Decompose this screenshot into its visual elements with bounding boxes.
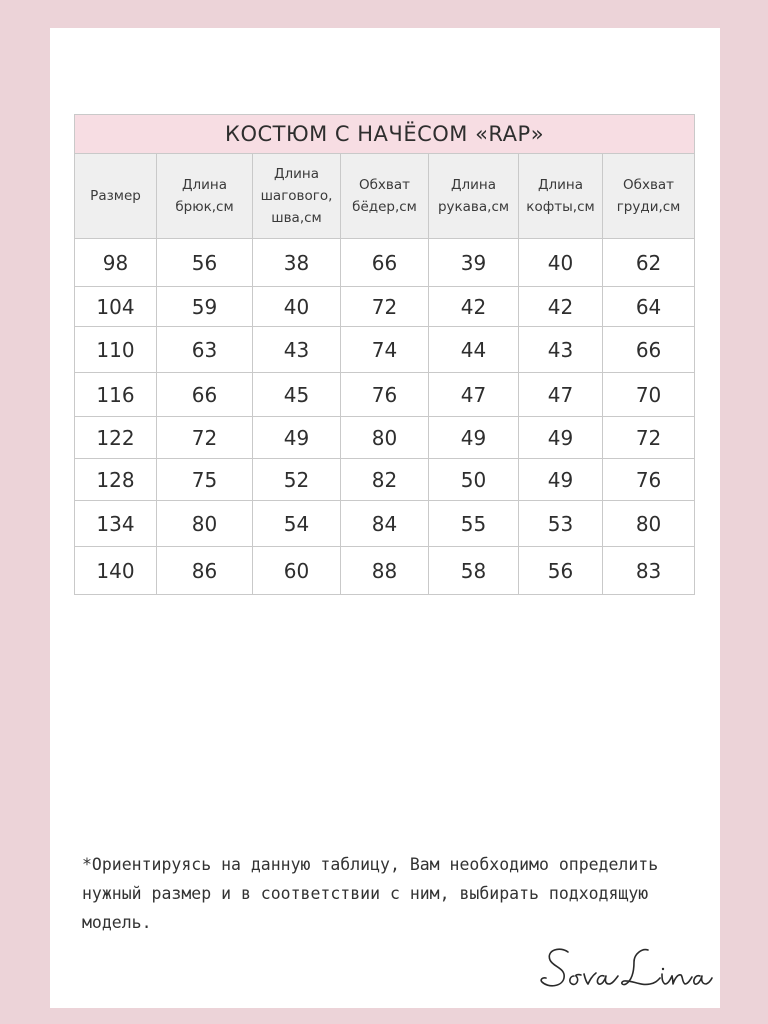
size-cell: 122 [75, 417, 157, 459]
table-cell: 59 [157, 287, 253, 327]
size-cell: 98 [75, 239, 157, 287]
table-cell: 40 [519, 239, 603, 287]
header-size: Размер [75, 154, 157, 239]
size-guide-footnote: *Ориентируясь на данную таблицу, Вам необходимо определить нужный размер и в соответствии с ним, выбирать подходящую модель. [82, 855, 659, 932]
table-cell: 45 [253, 373, 341, 417]
size-table [74, 114, 695, 595]
table-row [75, 417, 695, 459]
table-cell: 47 [519, 373, 603, 417]
table-cell: 80 [603, 501, 695, 547]
table-header-row [75, 154, 695, 239]
table-cell: 74 [341, 327, 429, 373]
table-cell: 60 [253, 547, 341, 595]
header-sleeve-length: Длина рукава,см [429, 154, 519, 239]
table-cell: 52 [253, 459, 341, 501]
table-row [75, 501, 695, 547]
table-row [75, 547, 695, 595]
table-title-row [75, 115, 695, 154]
table-cell: 42 [519, 287, 603, 327]
header-trouser-length: Длина брюк,см [157, 154, 253, 239]
size-cell: 116 [75, 373, 157, 417]
table-row [75, 287, 695, 327]
header-jacket-length: Длина кофты,см [519, 154, 603, 239]
table-row [75, 327, 695, 373]
table-cell: 40 [253, 287, 341, 327]
table-cell: 75 [157, 459, 253, 501]
table-cell: 56 [519, 547, 603, 595]
size-cell: 104 [75, 287, 157, 327]
table-cell: 84 [341, 501, 429, 547]
table-cell: 53 [519, 501, 603, 547]
table-cell: 72 [157, 417, 253, 459]
size-cell: 134 [75, 501, 157, 547]
table-cell: 38 [253, 239, 341, 287]
table-row [75, 239, 695, 287]
table-cell: 76 [341, 373, 429, 417]
table-cell: 86 [157, 547, 253, 595]
table-cell: 82 [341, 459, 429, 501]
table-cell: 88 [341, 547, 429, 595]
table-cell: 63 [157, 327, 253, 373]
table-cell: 47 [429, 373, 519, 417]
table-cell: 72 [341, 287, 429, 327]
table-cell: 54 [253, 501, 341, 547]
table-cell: 50 [429, 459, 519, 501]
table-cell: 80 [341, 417, 429, 459]
table-cell: 43 [253, 327, 341, 373]
table-row [75, 459, 695, 501]
table-cell: 49 [253, 417, 341, 459]
table-cell: 55 [429, 501, 519, 547]
table-cell: 56 [157, 239, 253, 287]
sovalina-logo [538, 940, 714, 996]
table-cell: 66 [157, 373, 253, 417]
size-cell: 140 [75, 547, 157, 595]
table-cell: 64 [603, 287, 695, 327]
table-cell: 76 [603, 459, 695, 501]
table-cell: 66 [603, 327, 695, 373]
table-cell: 72 [603, 417, 695, 459]
table-cell: 49 [519, 417, 603, 459]
table-cell: 42 [429, 287, 519, 327]
table-cell: 44 [429, 327, 519, 373]
table-cell: 49 [519, 459, 603, 501]
table-cell: 66 [341, 239, 429, 287]
size-chart-sheet [50, 28, 720, 1008]
table-cell: 80 [157, 501, 253, 547]
table-cell: 58 [429, 547, 519, 595]
header-hip-girth: Обхват бёдер,см [341, 154, 429, 239]
size-cell: 110 [75, 327, 157, 373]
table-cell: 39 [429, 239, 519, 287]
table-row [75, 373, 695, 417]
header-inseam-length: Длина шагового, шва,см [253, 154, 341, 239]
header-chest-girth: Обхват груди,см [603, 154, 695, 239]
table-cell: 49 [429, 417, 519, 459]
table-cell: 70 [603, 373, 695, 417]
table-title: КОСТЮМ С НАЧЁСОМ «RAP» [75, 115, 695, 154]
size-cell: 128 [75, 459, 157, 501]
table-cell: 43 [519, 327, 603, 373]
table-cell: 62 [603, 239, 695, 287]
table-cell: 83 [603, 547, 695, 595]
